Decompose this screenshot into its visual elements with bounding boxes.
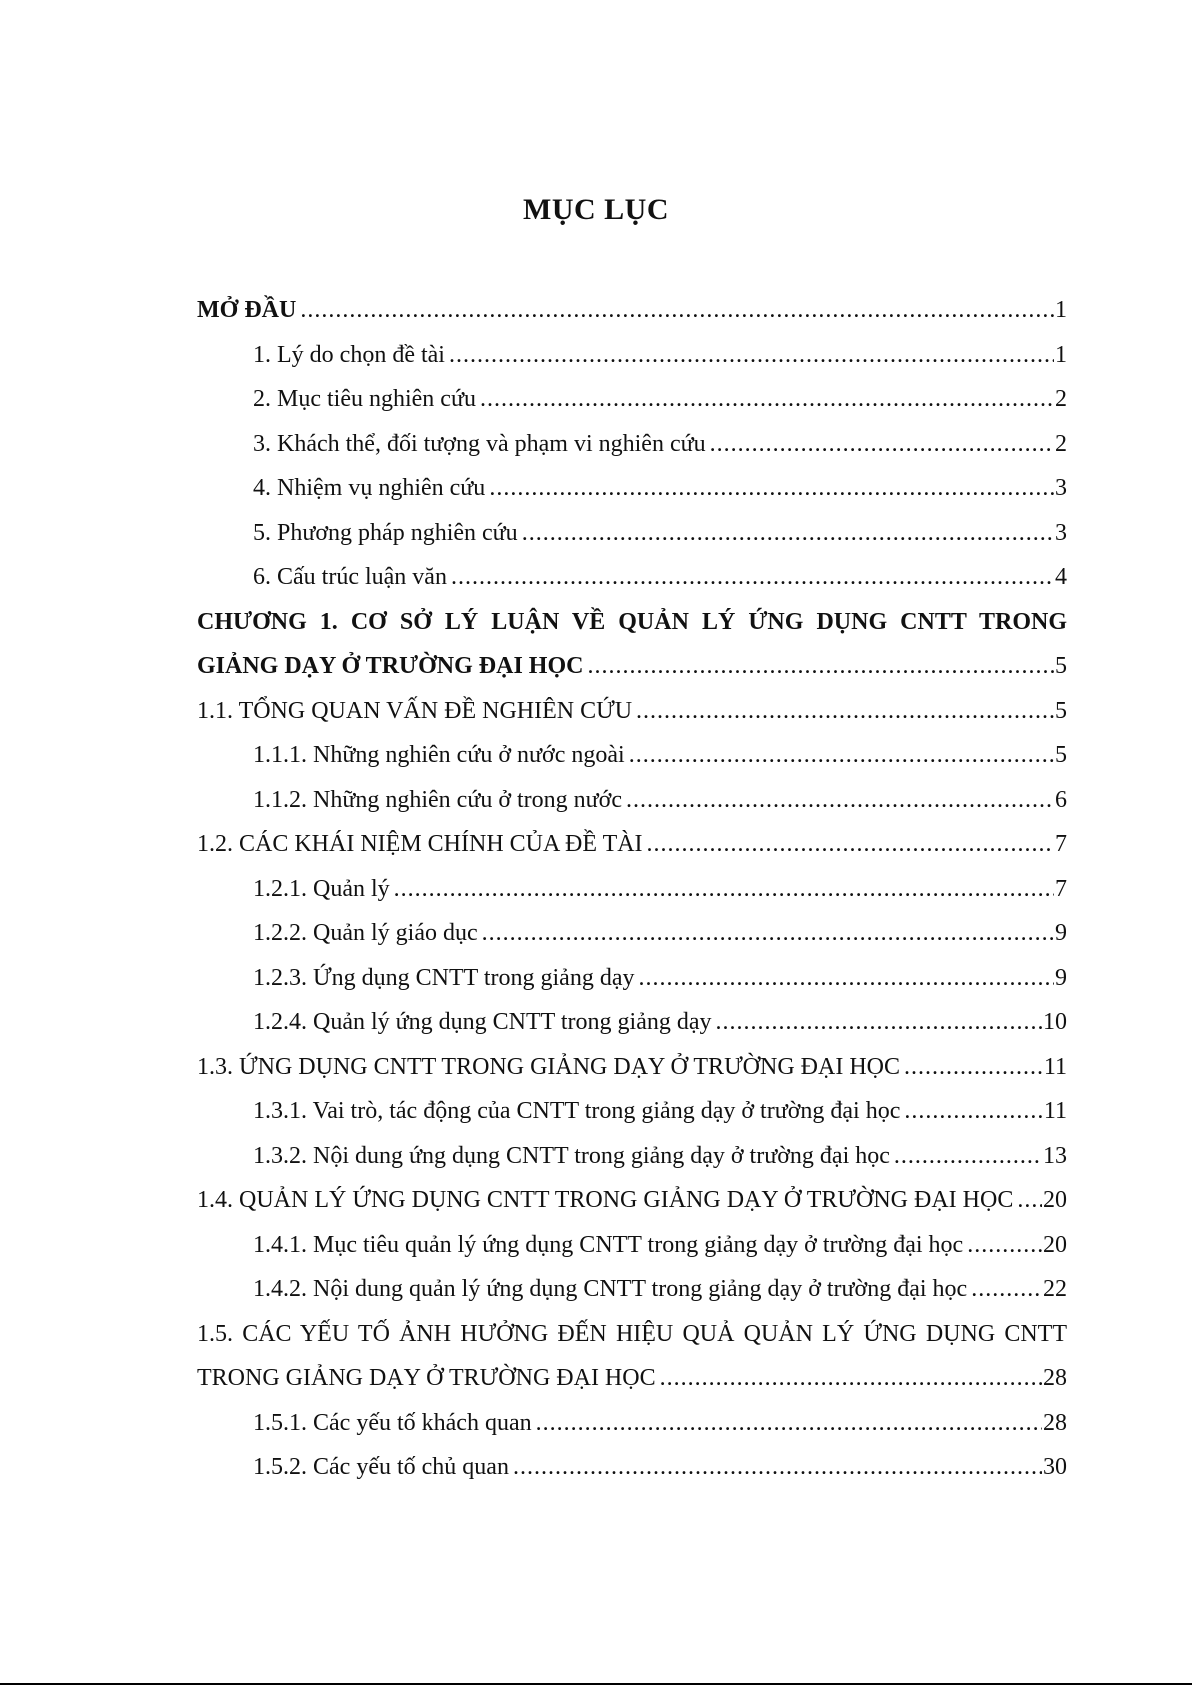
toc-entry-text: 1.2.1. Quản lý xyxy=(253,875,390,902)
toc-entry[interactable] xyxy=(197,733,1067,778)
toc-list xyxy=(197,288,1067,1490)
toc-dot-leader xyxy=(629,733,1054,778)
toc-entry[interactable] xyxy=(197,1089,1067,1134)
toc-entry[interactable] xyxy=(197,822,1067,867)
toc-entry[interactable] xyxy=(197,1312,1067,1357)
toc-entry-row xyxy=(197,1178,1067,1223)
toc-entry-text: 1.2. CÁC KHÁI NIỆM CHÍNH CỦA ĐỀ TÀI xyxy=(197,831,643,857)
toc-entry[interactable] xyxy=(197,555,1067,600)
toc-entry-row xyxy=(197,1445,1067,1490)
toc-entry-text: 1.4.1. Mục tiêu quản lý ứng dụng CNTT trong giảng dạy ở trường đại học xyxy=(253,1231,964,1258)
toc-page-number: 2 xyxy=(1055,430,1067,457)
toc-entry[interactable] xyxy=(197,377,1067,422)
toc-entry-row xyxy=(197,1000,1067,1045)
toc-page-number: 7 xyxy=(1055,875,1067,902)
toc-entry-row xyxy=(197,288,1067,333)
toc-dot-leader xyxy=(647,822,1054,867)
toc-entry[interactable] xyxy=(197,1000,1067,1045)
toc-entry[interactable] xyxy=(197,333,1067,378)
toc-page-number: 1 xyxy=(1055,341,1067,368)
toc-entry[interactable] xyxy=(197,1178,1067,1223)
toc-page-number: 10 xyxy=(1043,1009,1067,1035)
toc-entry-row xyxy=(197,1267,1067,1312)
toc-entry[interactable] xyxy=(197,1134,1067,1179)
toc-entry[interactable] xyxy=(197,1445,1067,1490)
toc-page-number: 28 xyxy=(1043,1365,1067,1391)
toc-dot-leader xyxy=(513,1445,1042,1490)
toc-entry[interactable] xyxy=(197,644,1067,689)
toc-page-number: 3 xyxy=(1055,519,1067,546)
toc-entry-row xyxy=(197,911,1067,956)
toc-entry[interactable] xyxy=(197,1401,1067,1446)
toc-entry-text: 5. Phương pháp nghiên cứu xyxy=(253,519,518,546)
toc-entry-text: 1.5.1. Các yếu tố khách quan xyxy=(253,1409,532,1436)
toc-entry[interactable] xyxy=(197,288,1067,333)
toc-dot-leader xyxy=(480,377,1054,422)
toc-entry-text: MỞ ĐẦU xyxy=(197,297,297,323)
toc-entry-row xyxy=(197,867,1067,912)
toc-entry[interactable] xyxy=(197,911,1067,956)
toc-dot-leader xyxy=(587,644,1054,689)
toc-entry[interactable] xyxy=(197,867,1067,912)
toc-entry-text: 1.1.2. Những nghiên cứu ở trong nước xyxy=(253,786,623,813)
toc-entry-text: 1. Lý do chọn đề tài xyxy=(253,341,445,368)
toc-entry[interactable] xyxy=(197,1267,1067,1312)
toc-page-number: 2 xyxy=(1055,386,1067,412)
toc-page-number: 1 xyxy=(1055,297,1067,323)
toc-page-number: 20 xyxy=(1043,1231,1067,1258)
toc-entry-text: 1.4.2. Nội dung quản lý ứng dụng CNTT trong giảng dạy ở trường đại học xyxy=(253,1276,968,1302)
toc-entry-text: 1.3.2. Nội dung ứng dụng CNTT trong giảng dạy ở trường đại học xyxy=(253,1142,890,1169)
toc-entry-row xyxy=(197,377,1067,422)
toc-page-number: 22 xyxy=(1043,1276,1067,1302)
toc-dot-leader xyxy=(971,1267,1042,1312)
toc-page-number: 5 xyxy=(1055,653,1067,679)
toc-entry-text: 1.2.4. Quản lý ứng dụng CNTT trong giảng dạy xyxy=(253,1009,712,1035)
toc-entry-text: 1.1.1. Những nghiên cứu ở nước ngoài xyxy=(253,742,625,768)
toc-entry-row xyxy=(197,1356,1067,1401)
toc-dot-leader xyxy=(482,911,1054,956)
toc-entry-text: 1.5.2. Các yếu tố chủ quan xyxy=(253,1454,509,1480)
toc-entry-row xyxy=(197,1223,1067,1268)
toc-entry-text: TRONG GIẢNG DẠY Ở TRƯỜNG ĐẠI HỌC xyxy=(197,1365,656,1391)
toc-entry[interactable] xyxy=(197,778,1067,823)
toc-page-number: 6 xyxy=(1055,786,1067,813)
toc-dot-leader xyxy=(638,956,1054,1001)
toc-page-number: 11 xyxy=(1043,1098,1067,1124)
toc-entry-row xyxy=(197,555,1067,600)
toc-entry-row xyxy=(197,822,1067,867)
toc-entry[interactable] xyxy=(197,689,1067,734)
toc-entry-text: 6. Cấu trúc luận văn xyxy=(253,564,447,590)
toc-dot-leader xyxy=(449,333,1054,378)
toc-entry[interactable] xyxy=(197,422,1067,467)
toc-entry-row xyxy=(197,1312,1067,1357)
toc-page-number: 9 xyxy=(1055,964,1067,991)
toc-dot-leader xyxy=(894,1134,1042,1179)
toc-dot-leader xyxy=(904,1089,1043,1134)
toc-entry-row xyxy=(197,1401,1067,1446)
toc-entry-row xyxy=(197,600,1067,645)
toc-dot-leader xyxy=(710,422,1054,467)
toc-entry-row xyxy=(197,511,1067,556)
toc-page-number: 3 xyxy=(1055,475,1067,501)
toc-entry-row xyxy=(197,689,1067,734)
toc-entry-text: CHƯƠNG 1. CƠ SỞ LÝ LUẬN VỀ QUẢN LÝ ỨNG DỤNG CNTT TRONG xyxy=(197,608,1067,635)
toc-entry-text: 1.2.2. Quản lý giáo dục xyxy=(253,920,478,946)
toc-entry-row xyxy=(197,644,1067,689)
toc-entry-row xyxy=(197,778,1067,823)
toc-entry[interactable] xyxy=(197,600,1067,645)
toc-entry[interactable] xyxy=(197,1045,1067,1090)
toc-entry-text: 1.4. QUẢN LÝ ỨNG DỤNG CNTT TRONG GIẢNG DẠY Ở TRƯỜNG ĐẠI HỌC xyxy=(197,1187,1014,1213)
toc-page-number: 13 xyxy=(1043,1142,1067,1169)
toc-entry-text: 1.3. ỨNG DỤNG CNTT TRONG GIẢNG DẠY Ở TRƯỜNG ĐẠI HỌC xyxy=(197,1053,901,1080)
toc-entry-text: 4. Nhiệm vụ nghiên cứu xyxy=(253,475,486,501)
toc-entry[interactable] xyxy=(197,1223,1067,1268)
toc-entry-row xyxy=(197,1089,1067,1134)
toc-page-number: 11 xyxy=(1043,1053,1067,1080)
toc-dot-leader xyxy=(660,1356,1042,1401)
toc-entry-row xyxy=(197,1134,1067,1179)
toc-dot-leader xyxy=(451,555,1054,600)
toc-dot-leader xyxy=(626,778,1054,823)
toc-entry-row xyxy=(197,333,1067,378)
toc-dot-leader xyxy=(522,511,1054,556)
toc-dot-leader xyxy=(967,1223,1042,1268)
toc-page-number: 28 xyxy=(1043,1409,1067,1436)
toc-entry[interactable] xyxy=(197,511,1067,556)
toc-entry-text: 2. Mục tiêu nghiên cứu xyxy=(253,386,476,412)
toc-page-number: 5 xyxy=(1055,697,1067,724)
toc-entry-text: 1.5. CÁC YẾU TỐ ẢNH HƯỞNG ĐẾN HIỆU QUẢ QUẢN LÝ ỨNG DỤNG CNTT xyxy=(197,1320,1067,1347)
toc-dot-leader xyxy=(300,288,1054,333)
toc-entry-text: 1.1. TỔNG QUAN VẤN ĐỀ NGHIÊN CỨU xyxy=(197,697,633,724)
toc-entry[interactable] xyxy=(197,1356,1067,1401)
toc-dot-leader xyxy=(1017,1178,1042,1223)
toc-entry-text: 1.2.3. Ứng dụng CNTT trong giảng dạy xyxy=(253,964,635,991)
toc-dot-leader xyxy=(394,867,1054,912)
toc-page-number: 30 xyxy=(1043,1454,1067,1480)
toc-dot-leader xyxy=(716,1000,1042,1045)
toc-entry-text: 3. Khách thể, đối tượng và phạm vi nghiên cứu xyxy=(253,430,706,457)
toc-dot-leader xyxy=(536,1401,1042,1446)
toc-entry-row xyxy=(197,1045,1067,1090)
toc-entry-row xyxy=(197,956,1067,1001)
toc-entry-row xyxy=(197,733,1067,778)
toc-dot-leader xyxy=(636,689,1054,734)
toc-dot-leader xyxy=(904,1045,1043,1090)
toc-title: MỤC LỤC xyxy=(523,193,669,226)
toc-page-number: 5 xyxy=(1055,742,1067,768)
toc-dot-leader xyxy=(489,466,1054,511)
toc-page-number: 20 xyxy=(1043,1187,1067,1213)
toc-entry-row xyxy=(197,422,1067,467)
toc-entry-row xyxy=(197,466,1067,511)
toc-entry[interactable] xyxy=(197,466,1067,511)
toc-entry-text: 1.3.1. Vai trò, tác động của CNTT trong giảng dạy ở trường đại học xyxy=(253,1098,901,1124)
toc-page-number: 9 xyxy=(1055,920,1067,946)
toc-page-number: 7 xyxy=(1055,831,1067,857)
toc-entry-text: GIẢNG DẠY Ở TRƯỜNG ĐẠI HỌC xyxy=(197,653,584,679)
toc-page-number: 4 xyxy=(1055,564,1067,590)
toc-entry[interactable] xyxy=(197,956,1067,1001)
